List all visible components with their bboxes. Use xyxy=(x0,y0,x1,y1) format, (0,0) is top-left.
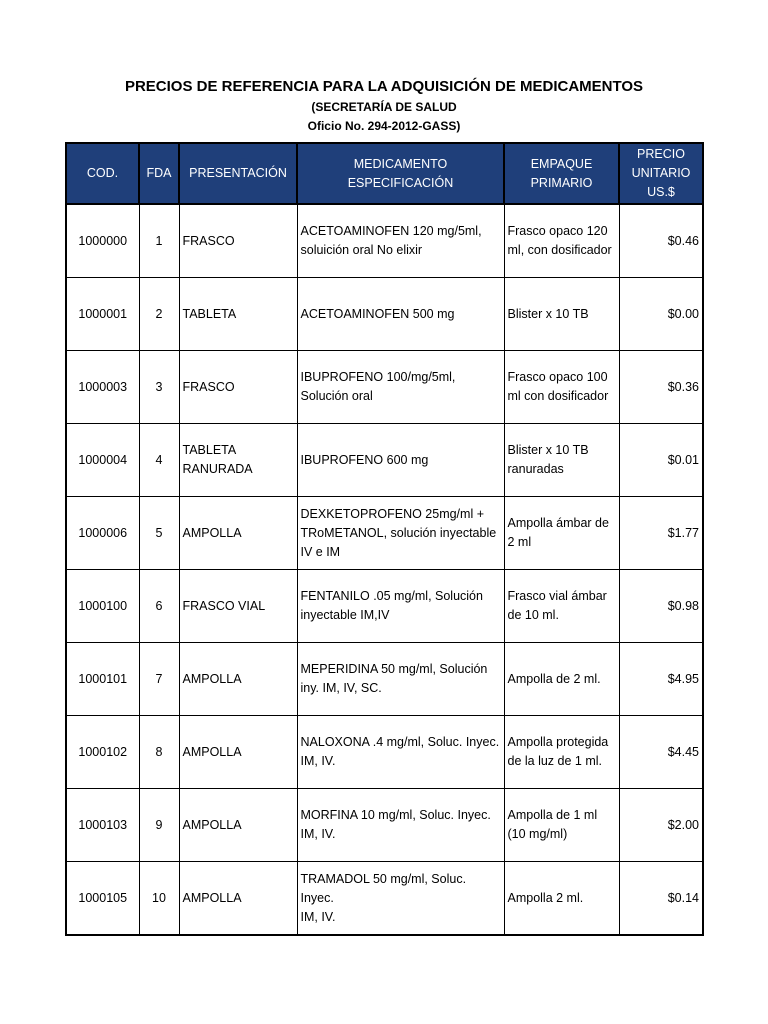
cell-presentacion-line: AMPOLLA xyxy=(182,890,242,905)
table-body xyxy=(66,204,703,935)
cell-empaque-line: ml con dosificador xyxy=(507,389,609,403)
cell-medicamento-line: TRAMADOL 50 mg/ml, Soluc. Inyec. xyxy=(300,871,467,905)
cell-presentacion xyxy=(179,278,297,351)
cell-medicamento xyxy=(297,497,504,570)
cell-empaque-line: Ampolla 2 ml. xyxy=(507,890,584,905)
cell-medicamento-line: inyectable IM,IV xyxy=(300,608,390,622)
cell-empaque-line: Frasco opaco 120 xyxy=(507,224,608,238)
cell-presentacion xyxy=(179,570,297,643)
cell-precio: $0.36 xyxy=(619,351,703,424)
cell-empaque-line: de la luz de 1 ml. xyxy=(507,754,602,768)
cell-cod: 1000100 xyxy=(66,570,139,643)
cell-cod: 1000001 xyxy=(66,278,139,351)
cell-empaque-line: Ampolla ámbar de xyxy=(507,516,609,530)
cell-medicamento-line: MORFINA 10 mg/ml, Soluc. Inyec. xyxy=(300,808,491,822)
cell-medicamento xyxy=(297,204,504,278)
cell-medicamento-line: IBUPROFENO 600 mg xyxy=(300,452,429,467)
cell-presentacion xyxy=(179,862,297,936)
cell-fda: 5 xyxy=(139,497,179,570)
cell-medicamento xyxy=(297,424,504,497)
cell-cod: 1000006 xyxy=(66,497,139,570)
header-medicamento: MEDICAMENTO ESPECIFICACIÓN xyxy=(297,143,504,204)
cell-presentacion-line: AMPOLLA xyxy=(182,525,242,540)
cell-fda: 9 xyxy=(139,789,179,862)
header-empaque: EMPAQUE PRIMARIO xyxy=(504,143,619,204)
cell-fda: 4 xyxy=(139,424,179,497)
cell-empaque xyxy=(504,862,619,936)
cell-fda: 8 xyxy=(139,716,179,789)
cell-medicamento-line: IM, IV. xyxy=(300,909,336,924)
cell-medicamento xyxy=(297,716,504,789)
cell-cod: 1000101 xyxy=(66,643,139,716)
cell-empaque xyxy=(504,497,619,570)
cell-medicamento-line: ACETOAMINOFEN 120 mg/5ml, xyxy=(300,224,482,238)
cell-fda: 2 xyxy=(139,278,179,351)
cell-presentacion-line: TABLETA xyxy=(182,443,237,457)
header-precio: PRECIO UNITARIO US.$ xyxy=(619,143,703,204)
cell-medicamento xyxy=(297,789,504,862)
cell-medicamento-line: DEXKETOPROFENO 25mg/ml + xyxy=(300,506,484,521)
table-row xyxy=(66,351,703,424)
cell-cod: 1000000 xyxy=(66,204,139,278)
cell-medicamento-line: soluición oral No elixir xyxy=(300,243,423,257)
cell-precio: $0.00 xyxy=(619,278,703,351)
cell-medicamento-line: iny. IM, IV, SC. xyxy=(300,681,382,695)
cell-presentacion xyxy=(179,716,297,789)
cell-medicamento-line: IM, IV. xyxy=(300,754,336,768)
cell-precio: $4.95 xyxy=(619,643,703,716)
cell-precio: $0.14 xyxy=(619,862,703,936)
cell-presentacion xyxy=(179,424,297,497)
cell-presentacion-line: TABLETA xyxy=(182,306,237,321)
cell-presentacion-line: AMPOLLA xyxy=(182,744,242,759)
table-row xyxy=(66,424,703,497)
cell-medicamento-line: TRoMETANOL, solución inyectable xyxy=(300,525,497,540)
cell-empaque xyxy=(504,424,619,497)
cell-presentacion xyxy=(179,643,297,716)
cell-empaque-line: (10 mg/ml) xyxy=(507,827,568,841)
table-row xyxy=(66,862,703,936)
cell-empaque xyxy=(504,204,619,278)
cell-medicamento-line: IM, IV. xyxy=(300,827,336,841)
cell-presentacion-line: RANURADA xyxy=(182,462,253,476)
cell-medicamento-line: NALOXONA .4 mg/ml, Soluc. Inyec. xyxy=(300,735,500,749)
cell-precio: $0.01 xyxy=(619,424,703,497)
cell-empaque-line: Blister x 10 TB xyxy=(507,443,589,457)
cell-medicamento-line: Solución oral xyxy=(300,389,373,403)
cell-empaque-line: Ampolla protegida xyxy=(507,735,609,749)
cell-presentacion-line: FRASCO VIAL xyxy=(182,598,266,613)
cell-presentacion xyxy=(179,789,297,862)
cell-empaque-line: Frasco opaco 100 xyxy=(507,370,608,384)
cell-empaque xyxy=(504,643,619,716)
cell-presentacion xyxy=(179,351,297,424)
cell-medicamento-line: IV e IM xyxy=(300,544,341,559)
cell-precio: $4.45 xyxy=(619,716,703,789)
table-row xyxy=(66,643,703,716)
cell-presentacion xyxy=(179,204,297,278)
price-table xyxy=(65,142,704,936)
table-row xyxy=(66,789,703,862)
table-row xyxy=(66,204,703,278)
cell-medicamento xyxy=(297,278,504,351)
cell-empaque-line: de 10 ml. xyxy=(507,608,559,622)
cell-empaque xyxy=(504,278,619,351)
cell-fda: 10 xyxy=(139,862,179,936)
cell-cod: 1000102 xyxy=(66,716,139,789)
document-title: PRECIOS DE REFERENCIA PARA LA ADQUISICIÓN DE MEDICAMENTOS xyxy=(124,78,644,95)
cell-medicamento xyxy=(297,570,504,643)
cell-presentacion-line: FRASCO xyxy=(182,379,235,394)
table-header-row xyxy=(66,143,703,204)
cell-fda: 3 xyxy=(139,351,179,424)
table-row xyxy=(66,570,703,643)
cell-empaque xyxy=(504,789,619,862)
cell-fda: 1 xyxy=(139,204,179,278)
cell-medicamento xyxy=(297,862,504,936)
document-subtitle: (SECRETARÍA DE SALUD xyxy=(311,100,457,114)
cell-empaque-line: 2 ml xyxy=(507,535,532,549)
cell-cod: 1000004 xyxy=(66,424,139,497)
header-cod: COD. xyxy=(66,143,139,204)
cell-fda: 6 xyxy=(139,570,179,643)
cell-empaque xyxy=(504,351,619,424)
cell-empaque-line: Frasco vial ámbar xyxy=(507,589,607,603)
cell-presentacion-line: AMPOLLA xyxy=(182,817,242,832)
table-row xyxy=(66,497,703,570)
cell-medicamento-line: FENTANILO .05 mg/ml, Solución xyxy=(300,589,483,603)
cell-medicamento-line: IBUPROFENO 100/mg/5ml, xyxy=(300,370,456,384)
cell-precio: $2.00 xyxy=(619,789,703,862)
cell-fda: 7 xyxy=(139,643,179,716)
table-row xyxy=(66,278,703,351)
cell-medicamento xyxy=(297,351,504,424)
cell-empaque-line: Blister x 10 TB xyxy=(507,306,589,321)
cell-precio: $1.77 xyxy=(619,497,703,570)
cell-cod: 1000103 xyxy=(66,789,139,862)
cell-empaque xyxy=(504,570,619,643)
cell-presentacion-line: AMPOLLA xyxy=(182,671,242,686)
header-fda: FDA xyxy=(139,143,179,204)
cell-presentacion xyxy=(179,497,297,570)
cell-cod: 1000105 xyxy=(66,862,139,936)
oficio-reference: Oficio No. 294-2012-GASS) xyxy=(307,119,461,133)
cell-medicamento-line: MEPERIDINA 50 mg/ml, Solución xyxy=(300,662,488,676)
header-presentacion: PRESENTACIÓN xyxy=(179,143,297,204)
cell-precio: $0.46 xyxy=(619,204,703,278)
cell-cod: 1000003 xyxy=(66,351,139,424)
cell-empaque-line: ranuradas xyxy=(507,462,564,476)
table-row xyxy=(66,716,703,789)
cell-empaque xyxy=(504,716,619,789)
cell-empaque-line: Ampolla de 2 ml. xyxy=(507,671,601,686)
cell-empaque-line: ml, con dosificador xyxy=(507,243,612,257)
cell-empaque-line: Ampolla de 1 ml xyxy=(507,808,598,822)
cell-presentacion-line: FRASCO xyxy=(182,233,235,248)
cell-medicamento xyxy=(297,643,504,716)
cell-precio: $0.98 xyxy=(619,570,703,643)
cell-medicamento-line: ACETOAMINOFEN 500 mg xyxy=(300,306,455,321)
